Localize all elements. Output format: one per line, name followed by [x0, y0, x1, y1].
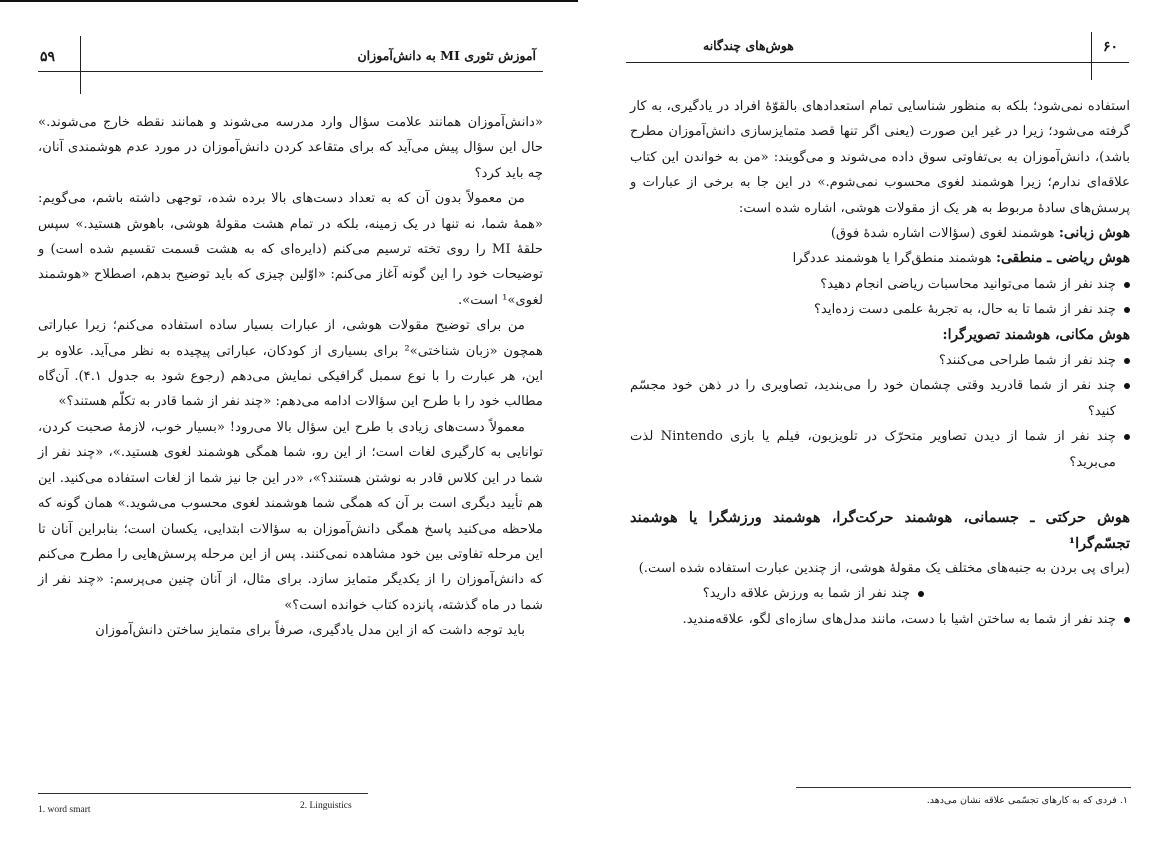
list-item: چند نفر از شما قادرید وقتی چشمان خود را می‌بندید، تصاویری را در ذهن خود مجسّم کنید؟ [630, 373, 1130, 424]
running-title: آموزش تئوری MI به دانش‌آموزان [357, 48, 536, 63]
paragraph: من برای توضیح مقولات هوشی، از عبارات بسیار ساده استفاده می‌کنم؛ زیرا عباراتی همچون «زبان شناختی»² برای بسیاری از کودکان، عباراتی پیچیده به نظر می‌آید. علاوه بر این، هر عبارت را با نوع سمبل گرافیکی نمایش می‌دهم (رجوع شود به جدول ۴.۱). آن‌گاه مطالب خود را با طرح این سؤالات ادامه می‌دهم: «چند نفر از شما قادر به تکلّم هستند؟» [38, 318, 543, 410]
right-page [578, 0, 1156, 847]
section-linguistic [630, 221, 1130, 246]
question-list [630, 348, 1130, 475]
footnote: 2. Linguistics [300, 801, 352, 811]
section-logical [630, 246, 1130, 271]
list-item: چند نفر از شما تا به حال، به تجربهٔ علمی دست زده‌اید؟ [630, 297, 1130, 322]
section-heading: هوش ریاضی ـ منطقی: [995, 250, 1130, 267]
page-number: ۵۹ [40, 49, 56, 65]
paragraph: معمولاً دست‌های زیادی با طرح این سؤال بالا می‌رود! «بسیار خوب، لازمهٔ صحبت کردن، توانایی به کارگیری لغات است؛ از این رو، شما همگی هوشمند لغوی هستید.»، «چند نفر از شما در این کلاس قادر به نوشتن هستند؟»، «در این جا نیز شما از لغات استفاده می‌کنید. این هم تأیید دیگری است بر آن که همگی شما هوشمند لغوی محسوب می‌شوید.» همان گونه که ملاحظه می‌کنید پاسخ همگی دانش‌آموزان به سؤالات ابتدایی، یکسان است؛ بنابراین آنان تا این مرحله تفاوتی بین خود مشاهده نمی‌کنند. پس از این مرحله پرسش‌هایی را مطرح می‌کنم که دانش‌آموزان را از یکدیگر متمایز سازد. برای مثال، از آنان چنین می‌پرسم: «چند نفر از شما در ماه گذشته، پانزده کتاب خوانده است؟» [38, 419, 543, 613]
paragraph: (برای پی بردن به جنبه‌های مختلف یک مقولهٔ هوشی، از چندین عبارت استفاده شده است.) [638, 560, 1130, 576]
paragraph: باید توجه داشت که از این مدل یادگیری، صرفاً برای متمایز ساختن دانش‌آموزان [95, 623, 525, 639]
running-title: هوش‌های چندگانه [703, 38, 794, 53]
paragraph: «دانش‌آموزان همانند علامت سؤال وارد مدرسه می‌شوند و همانند نقطه خارج می‌شوند.» حال این سؤال پیش می‌آید که برای متقاعد کردن دانش‌آموزان در مورد عدم هوشمندی آنان، چه باید کرد؟ [38, 115, 543, 181]
top-border [0, 0, 578, 2]
footnote: ۱. فردی که به کارهای تجسّمی علاقه نشان می‌دهد. [926, 795, 1128, 806]
page-number: ۶۰ [1102, 39, 1118, 55]
section-gap [630, 475, 1130, 505]
list-item: چند نفر از شما طراحی می‌کنند؟ [630, 348, 1130, 373]
list-item: چند نفر از شما به ساختن اشیا با دست، مانند مدل‌های سازه‌ای لگو، علاقه‌مندید. [630, 607, 1130, 632]
header-rule [38, 71, 543, 72]
footnote: 1. word smart [38, 805, 91, 815]
list-item: چند نفر از شما از دیدن تصاویر متحرّک در تلویزیون، فیلم یا بازی Nintendo لذت می‌برید؟ [630, 424, 1130, 475]
body-text [38, 110, 543, 644]
section-heading: هوش حرکتی ـ جسمانی، هوشمند حرکت‌گرا، هوشمند ورزشگرا یا هوشمند تجسّم‌گرا¹ [630, 509, 1130, 552]
section-spatial [630, 323, 1130, 348]
paragraph: من معمولاً بدون آن که به تعداد دست‌های بالا برده شده، توجهی داشته باشم، می‌گویم: «همهٔ شما، نه تنها در یک زمینه، بلکه در تمام هشت مقولهٔ هوشی، باهوش هستید.» سپس حلقهٔ MI را روی تخته ترسیم می‌کنم (دایره‌ای که به هشت قسمت تقسیم شده است) و توضیحات خود را این گونه آغاز می‌کنم: «اوّلین چیزی که باید توضیح بدهم، اصطلاح «هوشمند لغوی»¹ است». [38, 191, 544, 308]
header-divider [1091, 32, 1092, 80]
section-heading-note: هوشمند منطق‌گرا یا هوشمند عددگرا [792, 251, 996, 267]
body-text [630, 94, 1130, 632]
question-list [630, 581, 1130, 606]
section-heading: هوش زبانی: [1058, 225, 1130, 242]
question-list [630, 607, 1130, 632]
footnote-rule [38, 793, 368, 794]
list-item: چند نفر از شما می‌توانید محاسبات ریاضی انجام دهید؟ [630, 272, 1130, 297]
footnote-rule [796, 787, 1131, 788]
section-heading-note: هوشمند لغوی (سؤالات اشاره شدهٔ فوق) [830, 226, 1059, 242]
list-item: چند نفر از شما به ورزش علاقه دارید؟ [630, 581, 924, 606]
section-heading: هوش مکانی، هوشمند تصویرگرا: [942, 326, 1130, 343]
intro-paragraph: استفاده نمی‌شود؛ بلکه به منظور شناسایی تمام استعدادهای بالقوّهٔ افراد در یادگیری، به کار گرفته می‌شود؛ زیرا در غیر این صورت (یعنی اگر تنها قصد متمایزسازی دانش‌آموزان مطرح باشد)، دانش‌آموزان به بی‌تفاوتی سوق داده می‌شوند و می‌گویند: «من به خواندن این کتاب علاقه‌ای ندارم؛ زیرا هوشمند لغوی محسوب نمی‌شوم.» در این جا به برخی از عبارات و پرسش‌های سادهٔ مربوط به هر یک از مقولات هوشی، اشاره شده است: [630, 99, 1130, 216]
question-list [630, 272, 1130, 323]
header-divider [80, 36, 81, 94]
header-rule [626, 62, 1129, 63]
